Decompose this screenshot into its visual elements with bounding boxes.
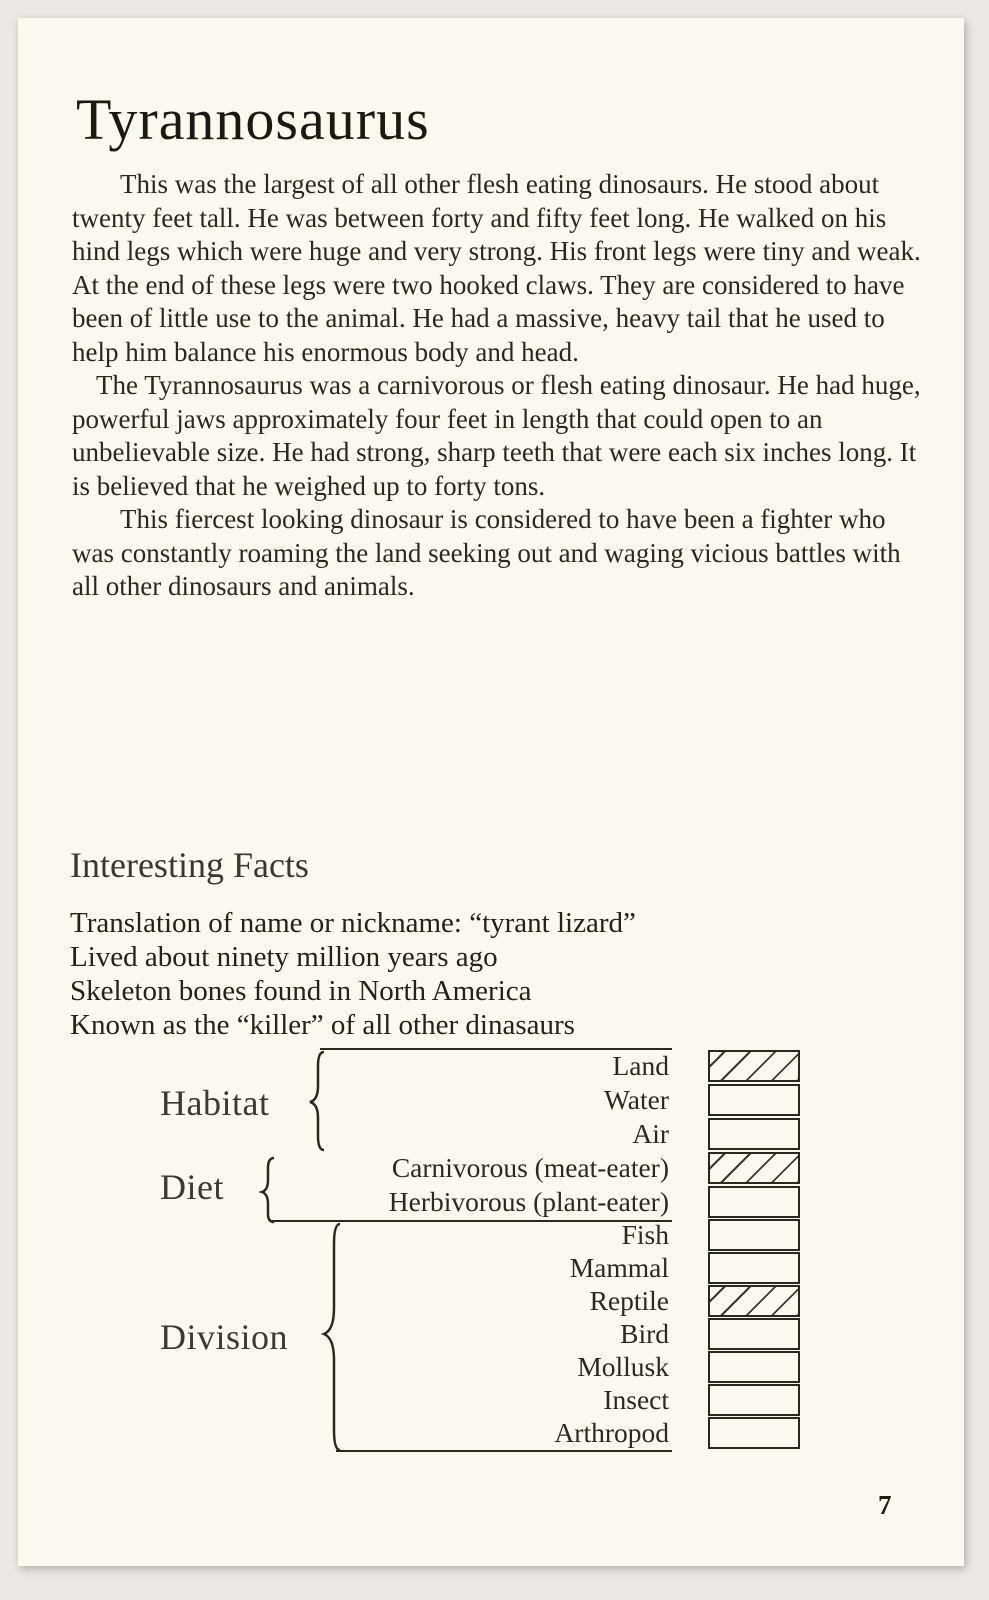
paragraph-1: This was the largest of all other flesh eating dinosaurs. He stood about twenty feet tall. He was between forty and fifty feet long. He walked on his hind legs which were huge and very strong. His front legs were tiny and weak. At the end of these legs were two hooked claws. They are considered to have been of little use to the animal. He had a massive, heavy tail that he used to help him balance his enormous body and head.: [72, 169, 921, 367]
row-label-reptile: Reptile: [589, 1285, 669, 1316]
paragraph-3: This fiercest looking dinosaur is considered to have been a fighter who was constantly roaming the land seeking out and waging vicious battles with all other dinosaurs and animals.: [72, 504, 901, 601]
checkbox-reptile: [708, 1285, 800, 1317]
fact-item: Lived about ninety million years ago: [70, 941, 498, 973]
checkbox-fish: [708, 1219, 800, 1251]
group-label-division: Division: [160, 1317, 289, 1357]
division-brace: [324, 1224, 340, 1450]
checkbox-mollusk: [708, 1351, 800, 1383]
fact-item: Translation of name or nickname: “tyrant lizard”: [70, 907, 636, 939]
diet-brace: [262, 1158, 274, 1222]
checkbox-arthropod: [708, 1417, 800, 1449]
checkbox-bird: [708, 1318, 800, 1350]
row-label-arthropod: Arthropod: [554, 1417, 669, 1448]
row-label-air: Air: [632, 1118, 669, 1149]
page-title: Tyrannosaurus: [76, 87, 430, 152]
fact-item: Skeleton bones found in North America: [70, 975, 532, 1007]
paragraph-2: The Tyrannosaurus was a carnivorous or flesh eating dinosaur. He had huge, powerful jaws approximately four feet in length that could open to an unbelievable size. He had strong, sharp teeth that were each six inches long. It is believed that he weighed up to forty tons.: [72, 370, 921, 501]
checkbox-insect: [708, 1384, 800, 1416]
row-label-bird: Bird: [620, 1318, 669, 1349]
habitat-brace: [310, 1052, 324, 1150]
row-label-mollusk: Mollusk: [577, 1351, 669, 1382]
checkbox-mammal: [708, 1252, 800, 1284]
diet-bottom-rule: [270, 1220, 672, 1222]
checkbox-land: [708, 1050, 800, 1082]
checkbox-air: [708, 1118, 800, 1150]
row-label-herbivorous: Herbivorous (plant-eater): [388, 1186, 669, 1217]
group-label-diet: Diet: [160, 1167, 224, 1207]
row-label-insect: Insect: [603, 1384, 669, 1415]
fact-item: Known as the “killer” of all other dinasaurs: [70, 1009, 575, 1041]
book-page: [18, 18, 964, 1566]
checkbox-herbivorous: [708, 1186, 800, 1218]
checkbox-water: [708, 1084, 800, 1116]
row-label-land: Land: [612, 1050, 669, 1081]
row-label-mammal: Mammal: [569, 1252, 669, 1283]
page-number: 7: [878, 1490, 892, 1520]
division-bottom-rule: [336, 1450, 672, 1452]
grouping-braces: [18, 18, 964, 1566]
facts-heading: Interesting Facts: [70, 845, 309, 885]
row-label-fish: Fish: [621, 1219, 669, 1250]
row-label-carnivorous: Carnivorous (meat-eater): [391, 1152, 669, 1183]
checkbox-carnivorous: [708, 1152, 800, 1184]
row-label-water: Water: [604, 1084, 669, 1115]
group-label-habitat: Habitat: [160, 1083, 270, 1123]
